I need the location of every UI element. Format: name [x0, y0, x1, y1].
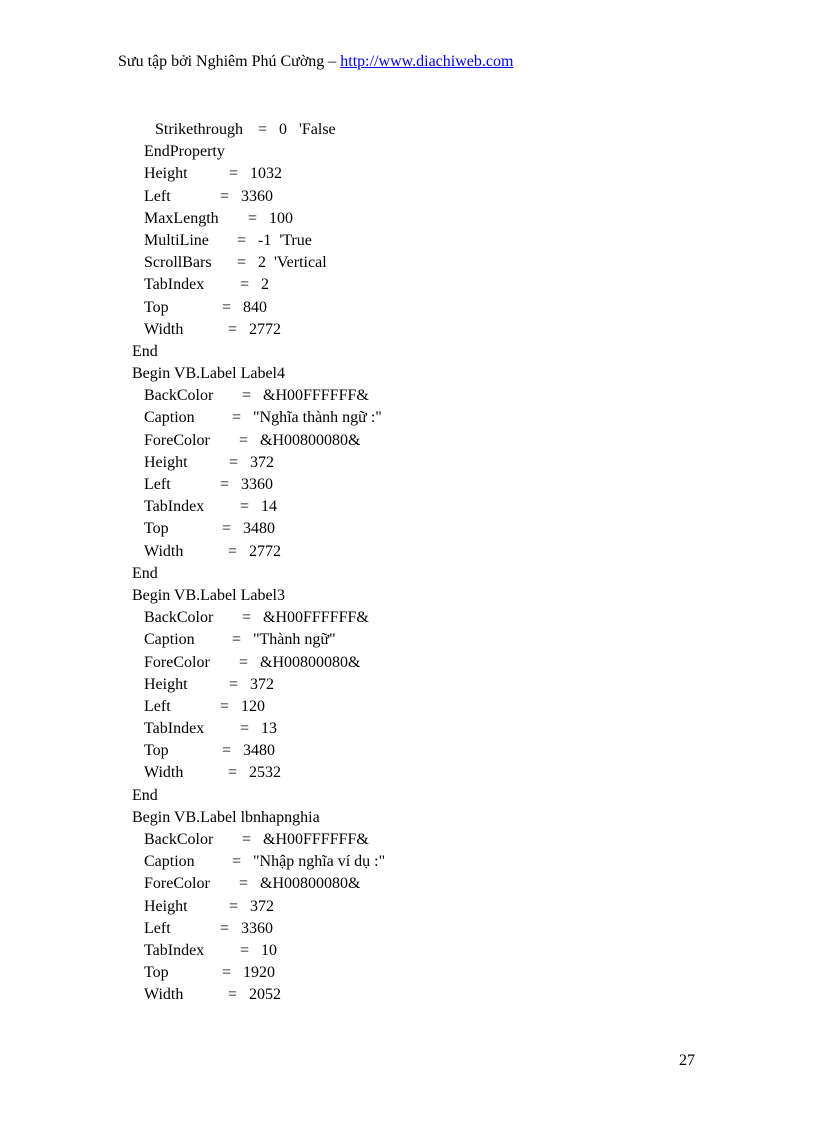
code-line: [0, 230, 816, 252]
equals-sign: =: [239, 875, 249, 893]
code-line: [0, 940, 816, 962]
property-value: &H00FFFFFF&: [263, 831, 369, 848]
property-name: Top: [144, 520, 169, 538]
property-name: Height: [144, 897, 188, 915]
equals-sign: =: [220, 476, 230, 493]
equals-sign: =: [228, 764, 238, 782]
property-name: TabIndex: [144, 720, 205, 738]
property-value: 13: [261, 720, 277, 738]
code-line: [0, 407, 816, 429]
code-listing: [0, 119, 816, 1007]
property-name: TabIndex: [144, 276, 205, 294]
code-line: [0, 474, 816, 496]
code-line: [0, 718, 816, 740]
property-name: Width: [144, 542, 184, 560]
property-name: BackColor: [144, 831, 214, 848]
code-line-text: End: [132, 564, 158, 582]
property-value: 14: [261, 498, 277, 516]
property-value: 1032: [250, 165, 282, 183]
property-name: Strikethrough: [155, 121, 243, 138]
code-line: [0, 896, 816, 918]
code-line-text: End: [132, 786, 158, 804]
property-name: TabIndex: [144, 498, 205, 516]
equals-sign: =: [232, 409, 242, 427]
property-name: Top: [144, 298, 169, 316]
equals-sign: =: [240, 276, 250, 294]
code-line-text: Begin VB.Label Label4: [132, 365, 285, 383]
property-value: -1 'True: [258, 231, 312, 249]
code-line: [0, 785, 816, 807]
property-value: &H00800080&: [260, 431, 361, 449]
property-name: Left: [144, 697, 171, 715]
property-value: 2: [261, 276, 269, 294]
equals-sign: =: [228, 986, 238, 1004]
code-line: [0, 297, 816, 319]
property-name: Top: [144, 964, 169, 982]
code-line-text: Begin VB.Label Label3: [132, 586, 285, 604]
code-line: [0, 629, 816, 651]
code-line: [0, 274, 816, 296]
equals-sign: =: [232, 853, 242, 871]
property-value: "Thành ngữ": [253, 631, 336, 649]
equals-sign: =: [229, 453, 239, 471]
property-value: &H00FFFFFF&: [263, 387, 369, 405]
equals-sign: =: [229, 897, 239, 915]
property-name: ForeColor: [144, 875, 210, 893]
property-name: ScrollBars: [144, 254, 212, 272]
property-name: BackColor: [144, 609, 214, 627]
code-line: [0, 807, 816, 829]
code-line: [0, 452, 816, 474]
property-value: 0 'False: [279, 121, 336, 138]
property-name: Left: [144, 919, 171, 937]
code-line: [0, 851, 816, 873]
equals-sign: =: [248, 209, 258, 227]
property-name: Width: [144, 986, 184, 1004]
page-number: 27: [679, 1052, 695, 1069]
equals-sign: =: [239, 653, 249, 671]
code-line: [0, 563, 816, 585]
property-value: 2052: [249, 986, 281, 1004]
header-credit: Sưu tập bởi Nghiêm Phú Cường –: [118, 53, 341, 70]
property-name: Top: [144, 742, 169, 760]
equals-sign: =: [222, 964, 232, 982]
property-name: Left: [144, 476, 171, 493]
code-line: [0, 496, 816, 518]
code-line: [0, 208, 816, 230]
property-value: "Nghĩa thành ngữ :": [253, 409, 382, 427]
property-value: &H00800080&: [260, 653, 361, 671]
equals-sign: =: [229, 675, 239, 693]
equals-sign: =: [237, 231, 247, 249]
equals-sign: =: [222, 742, 232, 760]
code-line: [0, 141, 816, 163]
property-name: TabIndex: [144, 941, 205, 959]
code-line: [0, 740, 816, 762]
header-link[interactable]: http://www.diachiweb.com: [340, 53, 514, 70]
equals-sign: =: [239, 431, 249, 449]
code-line: [0, 385, 816, 407]
code-line: [0, 873, 816, 895]
property-name: MaxLength: [144, 209, 219, 227]
code-line: [0, 696, 816, 718]
code-line: [0, 430, 816, 452]
equals-sign: =: [220, 697, 230, 715]
property-value: 1920: [243, 964, 275, 982]
property-value: 372: [250, 897, 274, 915]
code-line: [0, 674, 816, 696]
code-line: [0, 341, 816, 363]
property-value: 3360: [241, 919, 273, 937]
equals-sign: =: [220, 919, 230, 937]
property-value: "Nhập nghĩa ví dụ :": [253, 853, 386, 871]
property-value: 3360: [241, 187, 273, 205]
equals-sign: =: [242, 609, 252, 627]
code-line: [0, 962, 816, 984]
code-line: [0, 119, 816, 141]
property-value: 2772: [249, 320, 281, 338]
property-name: Width: [144, 320, 184, 338]
property-value: &H00800080&: [260, 875, 361, 893]
property-name: BackColor: [144, 387, 214, 405]
property-value: 120: [241, 697, 265, 715]
code-line: [0, 186, 816, 208]
code-line: [0, 829, 816, 851]
property-value: 840: [243, 298, 267, 316]
code-line: [0, 518, 816, 540]
equals-sign: =: [228, 542, 238, 560]
property-value: 10: [261, 941, 277, 959]
equals-sign: =: [242, 831, 252, 848]
property-value: &H00FFFFFF&: [263, 609, 369, 627]
code-line-text: End: [132, 342, 158, 360]
property-name: Height: [144, 165, 188, 183]
code-line-text: EndProperty: [144, 143, 225, 161]
equals-sign: =: [240, 498, 250, 516]
property-name: Width: [144, 764, 184, 782]
property-value: 372: [250, 675, 274, 693]
code-line: [0, 585, 816, 607]
property-name: Left: [144, 187, 171, 205]
property-value: 3360: [241, 476, 273, 493]
equals-sign: =: [222, 298, 232, 316]
property-name: Height: [144, 453, 188, 471]
code-line: [0, 918, 816, 940]
code-line: [0, 363, 816, 385]
code-line: [0, 541, 816, 563]
property-name: Height: [144, 675, 188, 693]
property-name: MultiLine: [144, 231, 209, 249]
property-name: ForeColor: [144, 431, 210, 449]
property-name: ForeColor: [144, 653, 210, 671]
equals-sign: =: [220, 187, 230, 205]
page-header: [118, 53, 513, 71]
code-line: [0, 252, 816, 274]
property-name: Caption: [144, 631, 195, 649]
property-value: 2772: [249, 542, 281, 560]
equals-sign: =: [232, 631, 242, 649]
property-value: 2 'Vertical: [258, 254, 327, 272]
code-line: [0, 762, 816, 784]
property-value: 372: [250, 453, 274, 471]
code-line: [0, 984, 816, 1006]
equals-sign: =: [258, 121, 268, 138]
equals-sign: =: [240, 941, 250, 959]
code-line: [0, 607, 816, 629]
equals-sign: =: [237, 254, 247, 272]
code-line-text: Begin VB.Label lbnhapnghia: [132, 808, 320, 826]
equals-sign: =: [222, 520, 232, 538]
equals-sign: =: [242, 387, 252, 405]
code-line: [0, 652, 816, 674]
property-value: 3480: [243, 520, 275, 538]
equals-sign: =: [240, 720, 250, 738]
property-value: 100: [269, 209, 293, 227]
property-name: Caption: [144, 409, 195, 427]
property-value: 3480: [243, 742, 275, 760]
property-value: 2532: [249, 764, 281, 782]
code-line: [0, 163, 816, 185]
equals-sign: =: [229, 165, 239, 183]
equals-sign: =: [228, 320, 238, 338]
code-line: [0, 319, 816, 341]
property-name: Caption: [144, 853, 195, 871]
